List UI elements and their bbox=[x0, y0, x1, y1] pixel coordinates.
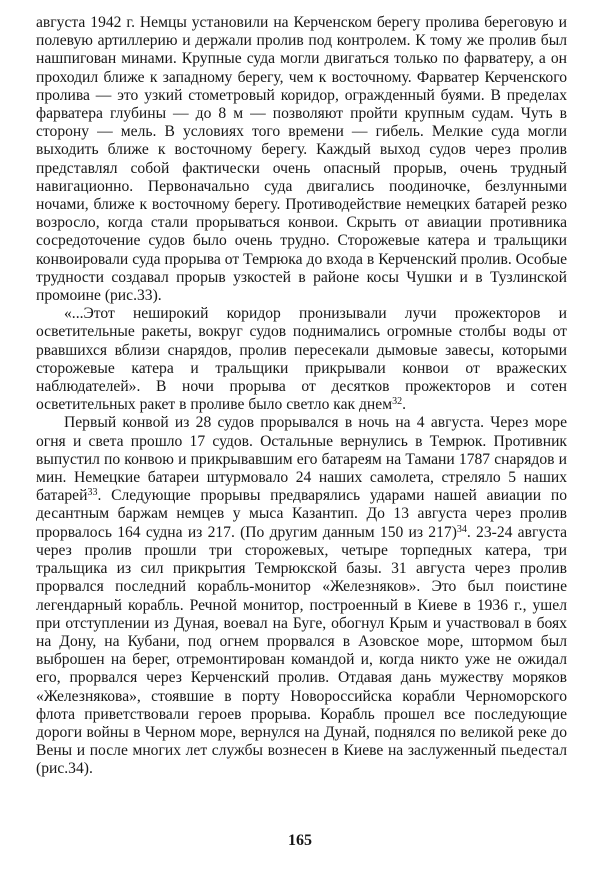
paragraph-3-part-1: Первый конвой из 28 судов прорывался в ночь на 4 августа. Через море огня и света прошло 17 судов. Остальные вернулись в Темрюк. Противник выпустил по конвою и прикрывавшим его батареям на Тамани 1787 снарядов и мин. Немецкие батареи штурмовало 24 наших самолета, стреляло 5 наших батарей bbox=[36, 414, 567, 505]
paragraph-2-end: . bbox=[402, 396, 406, 414]
paragraph-2 bbox=[36, 305, 567, 414]
footnote-ref-33: 33 bbox=[87, 487, 98, 499]
footnote-ref-34: 34 bbox=[456, 523, 467, 535]
paragraph-2-text: «...Этот неширокий коридор пронизывали лучи прожекторов и осветительные ракеты, вокруг судов поднимались огромные столбы воды от рвавшихся вблизи снарядов, пролив пересекали дымовые завесы, которыми сторожевые катера и тральщики прикрывали конвои от вражеских наблюдателей». В ночи прорыва от десятков прожекторов и сотен осветительных ракет в проливе было светло как днем bbox=[36, 305, 567, 414]
paragraph-3 bbox=[36, 414, 567, 778]
page-number: 165 bbox=[288, 832, 312, 849]
page-text-block bbox=[36, 14, 567, 779]
paragraph-3-part-3: . 23-24 августа через пролив прошли три сторожевых, четыре торпедных катера, три тральщика из сил прикрытия Темрюкской базы. 31 августа через пролив прорвался последний корабль-монитор «Железняков». Это был поистине легендарный корабль. Речной монитор, построенный в Киеве в 1936 г., ушел при отступлении из Дуная, воевал на Буге, обогнул Крым и участвовал в боях на Дону, на Кубани, под огнем прорвался в Азовское море, штормом был выброшен на берег, отремонтирован командой и, когда никто уже не ожидал его, прорвался через Керченский пролив. Отдавая дань мужеству моряков «Железнякова», стоявшие в порту Новороссийска корабли Черноморского флота приветствовали героев прорыва. Корабль прошел все последующие дороги войны в Черном море, вернулся на Дунай, поднялся по великой реке до Вены и после многих лет службы вознесен в Киеве на заслуженный пьедестал (рис.34). bbox=[36, 523, 568, 778]
paragraph-3-part-2: . Следующие прорывы предварялись ударами нашей авиации по десантным баржам немцев у мыса Казантип. До 13 августа через пролив прорвалось 164 судна из 217. (По другим данным 150 из 217) bbox=[36, 487, 567, 541]
paragraph-1: августа 1942 г. Немцы установили на Керченском берегу пролива береговую и полевую артиллерию и держали пролив под контролем. К тому же пролив был нашпигован минами. Крупные суда могли двигаться только по фарватеру, а он проходил ближе к западному берегу, чем к восточному. Фарватер Керченского пролива — это узкий стометровый коридор, огражденный буями. В пределах фарватера глубины — до 8 м — позволяют пройти крупным судам. Чуть в сторону — мель. В условиях того времени — гибель. Мелкие суда могли выходить ближе к восточному берегу. Каждый выход судов через пролив представлял собой фактически очень опасный прорыв, очень трудный навигационно. Первоначально суда двигались поодиночке, безлунными ночами, ближе к восточному берегу. Противодействие немецких батарей резко возросло, когда стали прорываться конвои. Скрыть от авиации противника сосредоточение судов было очень трудно. Сторожевые катера и тральщики конвоировали суда прорыва от Темрюка до входа в Керченский пролив. Особые трудности создавал прорыв узкостей в районе косы Чушки и в Тузлинской промоине (рис.33). bbox=[36, 14, 567, 305]
footnote-ref-32: 32 bbox=[392, 396, 403, 408]
